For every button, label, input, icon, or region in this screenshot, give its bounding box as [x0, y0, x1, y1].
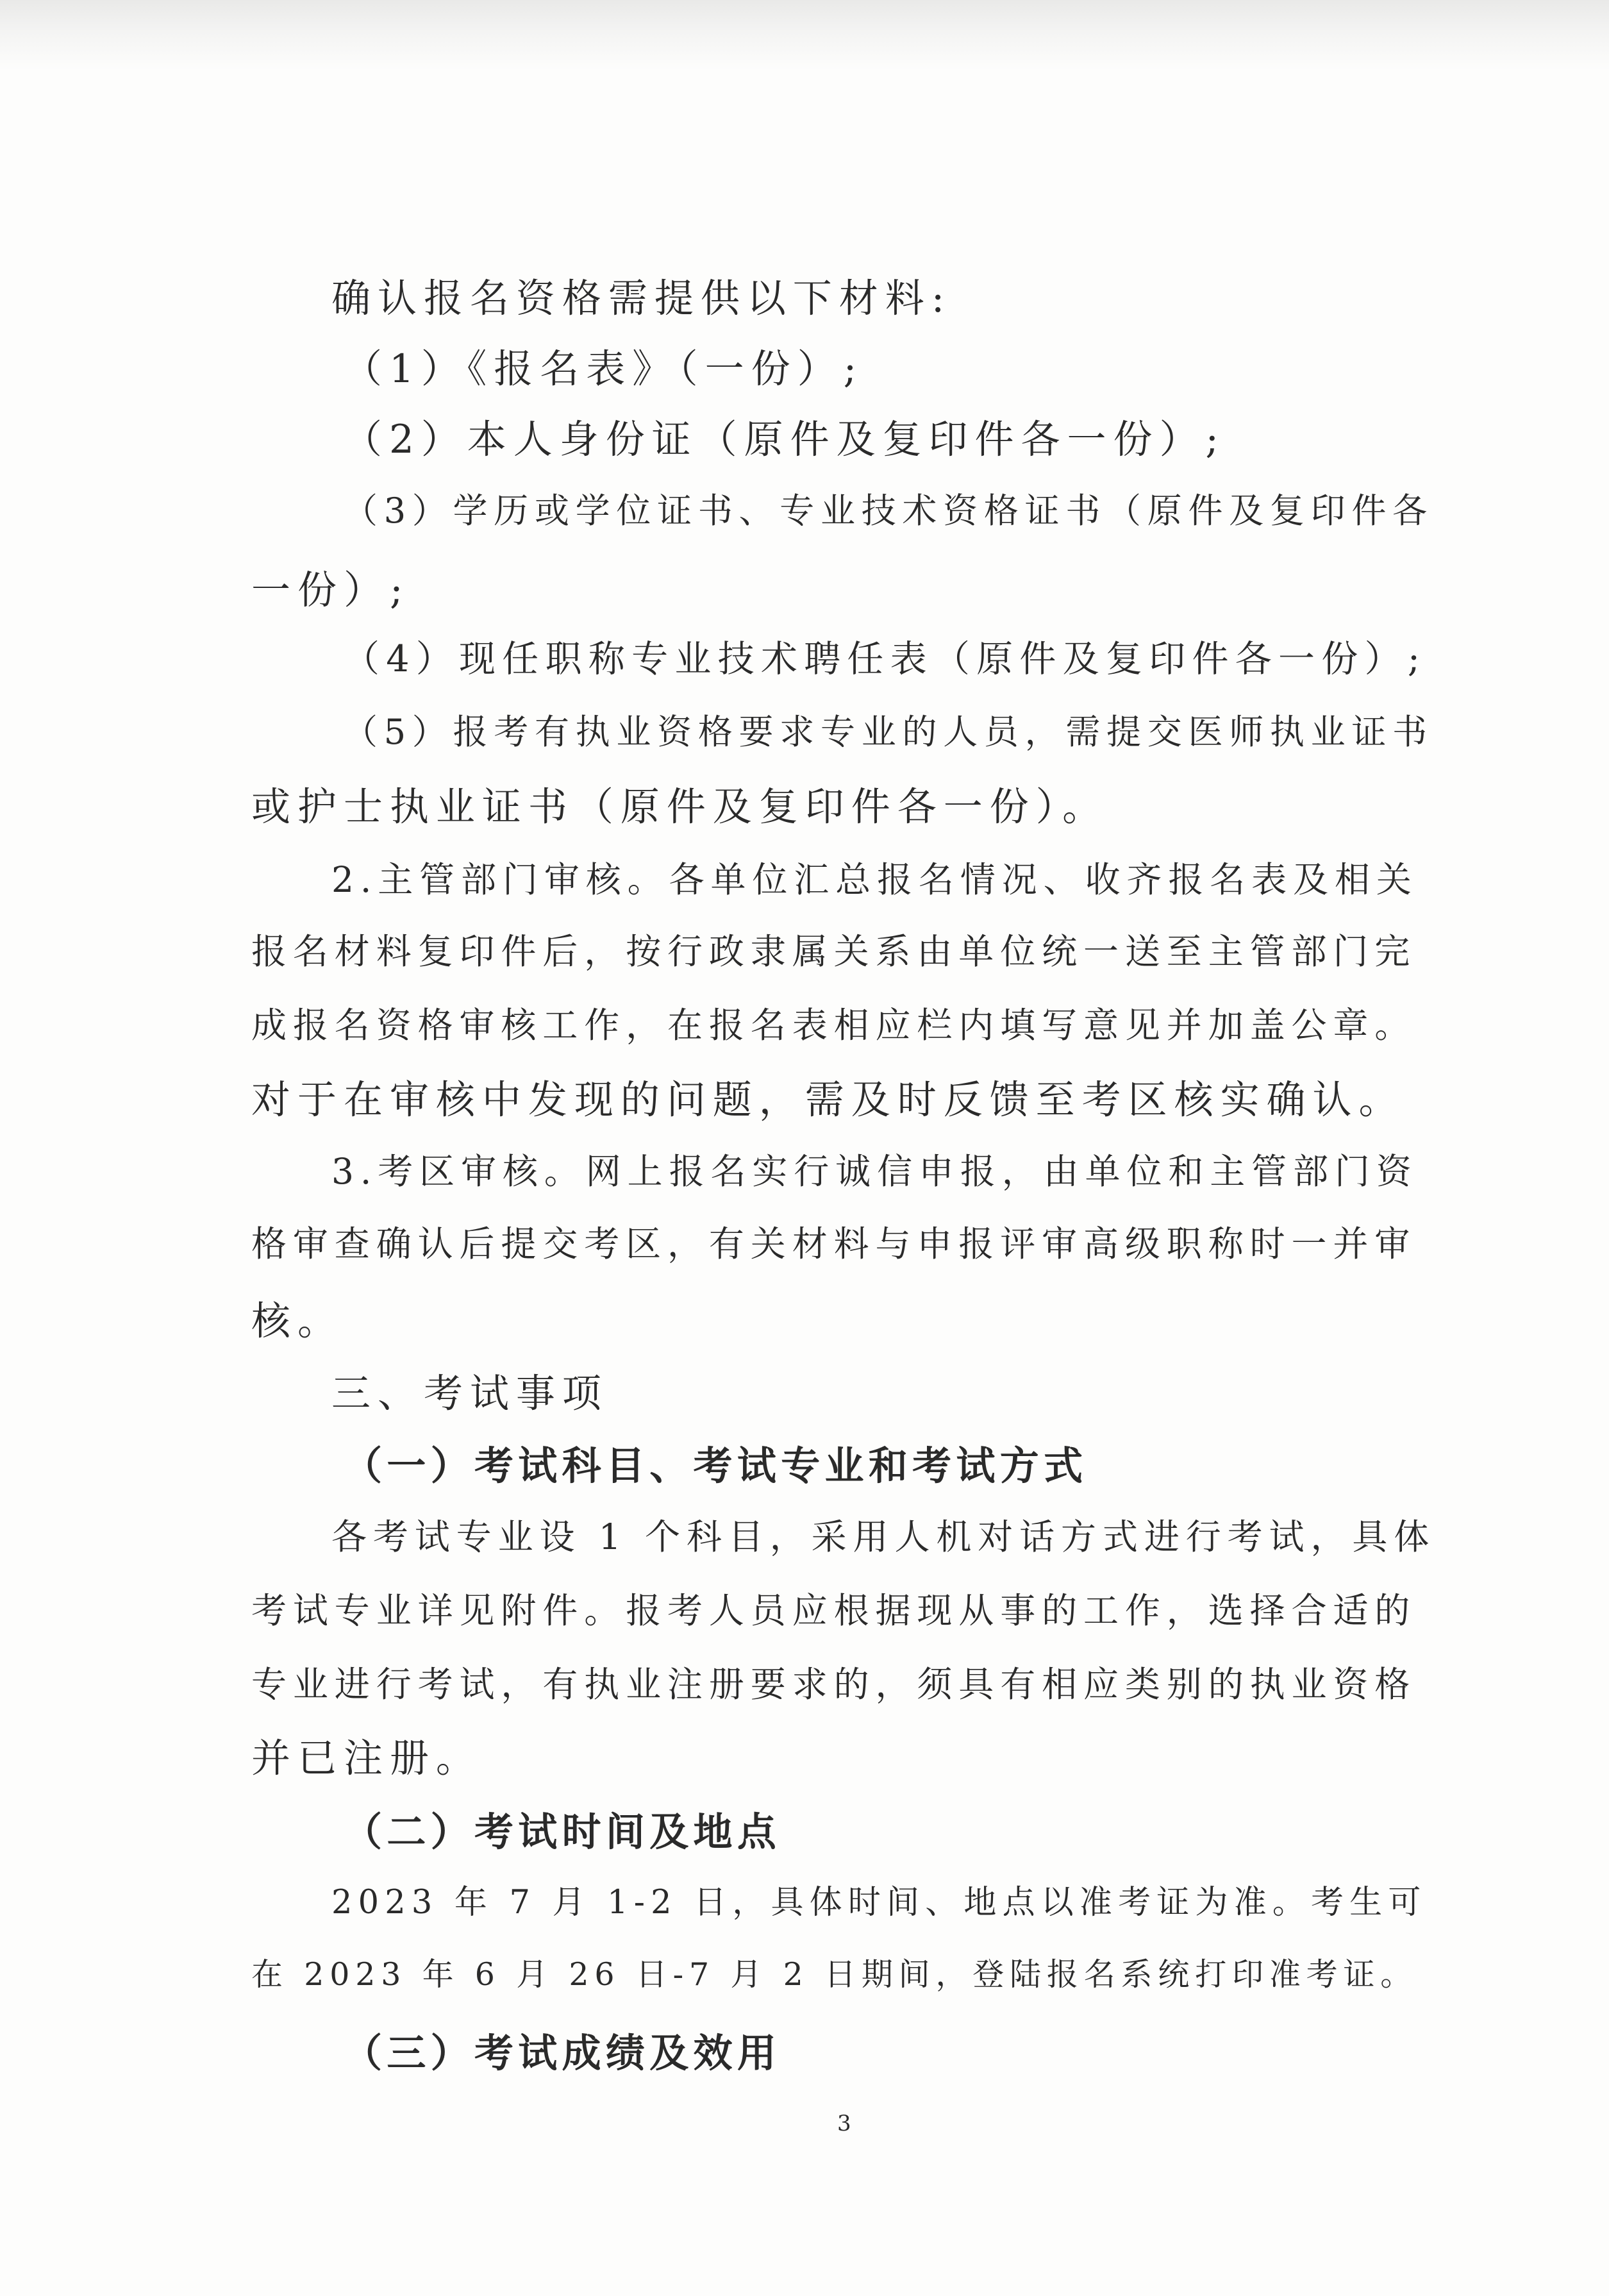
subsection-heading: （一）考试科目、考试专业和考试方式 — [343, 1443, 1088, 1489]
text-line: 核。 — [251, 1298, 344, 1344]
text-line: 在 2023 年 6 月 26 日-7 月 2 日期间，登陆报名系统打印准考证。 — [251, 1956, 1418, 1993]
text-line: （4）现任职称专业技术聘任表（原件及复印件各一份）; — [343, 638, 1427, 680]
text-line: 报名材料复印件后，按行政隶属关系由单位统一送至主管部门完 — [251, 931, 1417, 972]
section-heading: 三、考试事项 — [331, 1371, 608, 1416]
text-line: （5）报考有执业资格要求专业的人员，需提交医师执业证书 — [343, 712, 1433, 752]
text-line: 成报名资格审核工作，在报名表相应栏内填写意见并加盖公章。 — [251, 1005, 1417, 1046]
text-line: 确认报名资格需提供以下材料: — [331, 276, 952, 321]
subsection-heading: （二）考试时间及地点 — [343, 1809, 781, 1855]
text-line: （2）本人身份证（原件及复印件各一份）; — [343, 417, 1226, 462]
text-line: 3.考区审核。网上报名实行诚信申报，由单位和主管部门资 — [331, 1151, 1418, 1192]
text-line: 考试专业详见附件。报考人员应根据现从事的工作，选择合适的 — [251, 1590, 1417, 1631]
page-number: 3 — [837, 2111, 851, 2136]
text-line: （1）《报名表》（一份）; — [343, 346, 864, 392]
text-line: 2023 年 7 月 1-2 日，具体时间、地点以准考证为准。考生可 — [331, 1884, 1427, 1922]
subsection-heading: （三）考试成绩及效用 — [343, 2031, 781, 2076]
text-line: （3）学历或学位证书、专业技术资格证书（原件及复印件各 — [343, 490, 1433, 531]
text-line: 2.主管部门审核。各单位汇总报名情况、收齐报名表及相关 — [331, 859, 1418, 900]
text-line: 或护士执业证书（原件及复印件各一份）。 — [251, 784, 1109, 830]
text-line: 各考试专业设 1 个科目，采用人机对话方式进行考试，具体 — [331, 1516, 1436, 1557]
scan-shadow — [0, 0, 1609, 71]
text-line: 一份）; — [251, 567, 410, 613]
text-line: 对于在审核中发现的问题，需及时反馈至考区核实确认。 — [251, 1077, 1405, 1123]
text-line: 并已注册。 — [251, 1736, 482, 1781]
text-line: 格审查确认后提交考区，有关材料与申报评审高级职称时一并审 — [251, 1223, 1417, 1264]
text-line: 专业进行考试，有执业注册要求的，须具有相应类别的执业资格 — [251, 1664, 1417, 1705]
